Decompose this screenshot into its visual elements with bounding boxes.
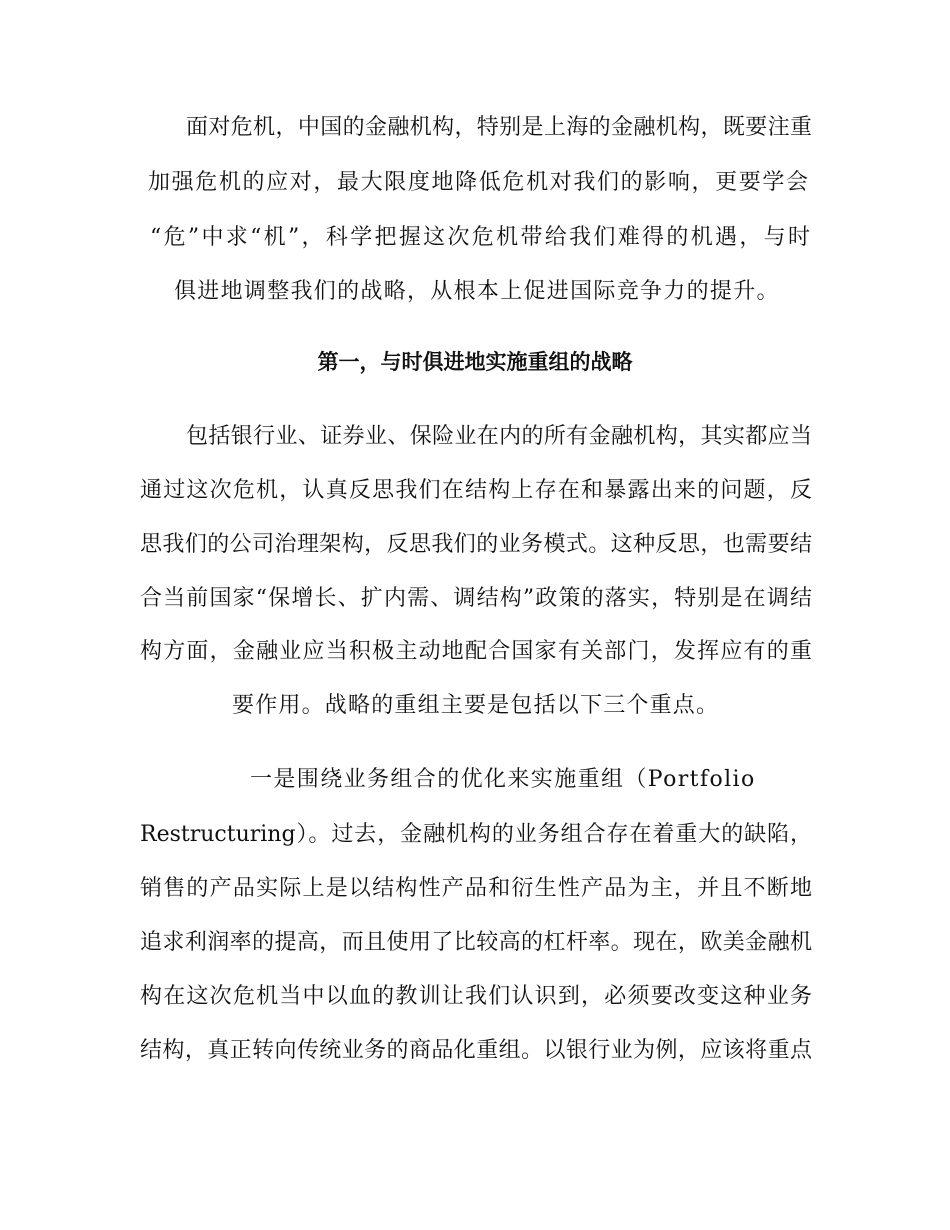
paragraph-2-line-2: 通过这次危机，认真反思我们在结构上存在和暴露出来的问题，反 xyxy=(140,478,812,503)
paragraph-2-line-1: 包括银行业、证券业、保险业在内的所有金融机构，其实都应当 xyxy=(186,424,812,449)
paragraph-3-line-4: 追求利润率的提高，而且使用了比较高的杠杆率。现在，欧美金融机 xyxy=(140,930,812,955)
paragraph-1-line-3: “危”中求“机”，科学把握这次危机带给我们难得的机遇，与时 xyxy=(150,225,810,250)
paragraph-1-line-2: 加强危机的应对，最大限度地降低危机对我们的影响，更要学会 xyxy=(148,170,808,195)
paragraph-3-line-5: 构在这次危机当中以血的教训让我们认识到，必须要改变这种业务 xyxy=(140,984,812,1009)
paragraph-2-line-5: 构方面，金融业应当积极主动地配合国家有关部门，发挥应有的重 xyxy=(140,639,812,664)
paragraph-3-line-1: 一是围绕业务组合的优化来实施重组（Portfolio xyxy=(250,767,756,792)
paragraph-3-line-6: 结构，真正转向传统业务的商品化重组。以银行业为例，应该将重点 xyxy=(140,1038,812,1063)
paragraph-2-line-6: 要作用。战略的重组主要是包括以下三个重点。 xyxy=(232,693,720,718)
section-heading: 第一，与时俱进地实施重组的战略 xyxy=(317,350,633,374)
paragraph-3-line-2: Restructuring）。过去，金融机构的业务组合存在着重大的缺陷， xyxy=(140,822,812,847)
paragraph-1-line-4: 俱进地调整我们的战略，从根本上促进国际竞争力的提升。 xyxy=(174,279,780,304)
paragraph-3-line-3: 销售的产品实际上是以结构性产品和衍生性产品为主，并且不断地 xyxy=(140,876,812,901)
paragraph-2-line-4: 合当前国家“保增长、扩内需、调结构”政策的落实，特别是在调结 xyxy=(140,586,812,611)
paragraph-1-line-1: 面对危机，中国的金融机构，特别是上海的金融机构，既要注重 xyxy=(186,115,812,140)
paragraph-2-line-3: 思我们的公司治理架构，反思我们的业务模式。这种反思，也需要结 xyxy=(140,532,812,557)
